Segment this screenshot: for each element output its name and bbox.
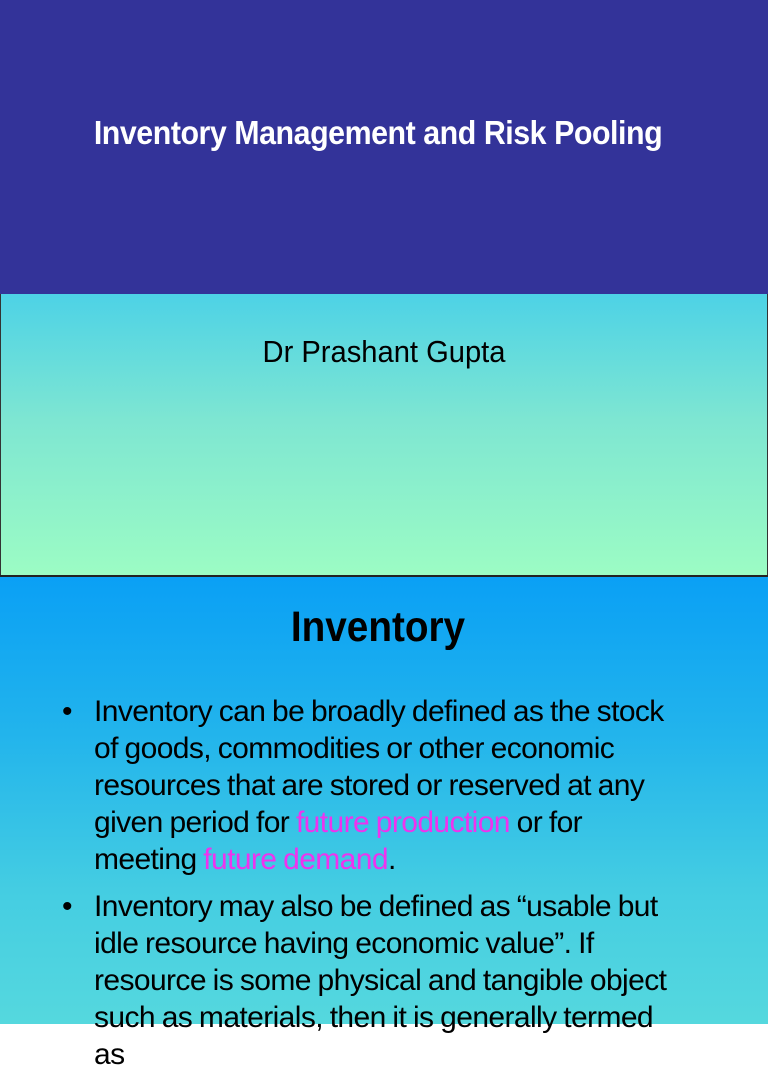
bullet-text [94,693,682,878]
bullet-icon: • [62,695,73,728]
bullet-text: Inventory may also be defined as “usable but idle resource having economic value”. If resource is some physical and tangible object such as materials, then it is generally termed as [94,890,667,1071]
presentation-title: Inventory Management and Risk Pooling [93,114,663,151]
highlight-future-production: future production [295,806,510,839]
highlight-future-demand: future demand [203,843,388,876]
bullet-item [62,693,682,878]
bullet-list [62,693,682,1083]
bullet-item [62,888,682,1073]
author-slide [0,294,768,575]
bullet-text-part: . [387,843,396,876]
title-slide [0,0,768,294]
bullet-icon: • [62,890,73,923]
bullet-text-part: Inventory can be broadly defined as the stock of goods, commodities or other economic resources that are stored or reserved at any given period for [94,695,664,839]
bullet-text-part: or for meeting [94,806,583,876]
inventory-slide [0,577,768,1071]
slide-heading: Inventory [290,603,466,651]
author-name: Dr Prashant Gupta [262,334,506,369]
